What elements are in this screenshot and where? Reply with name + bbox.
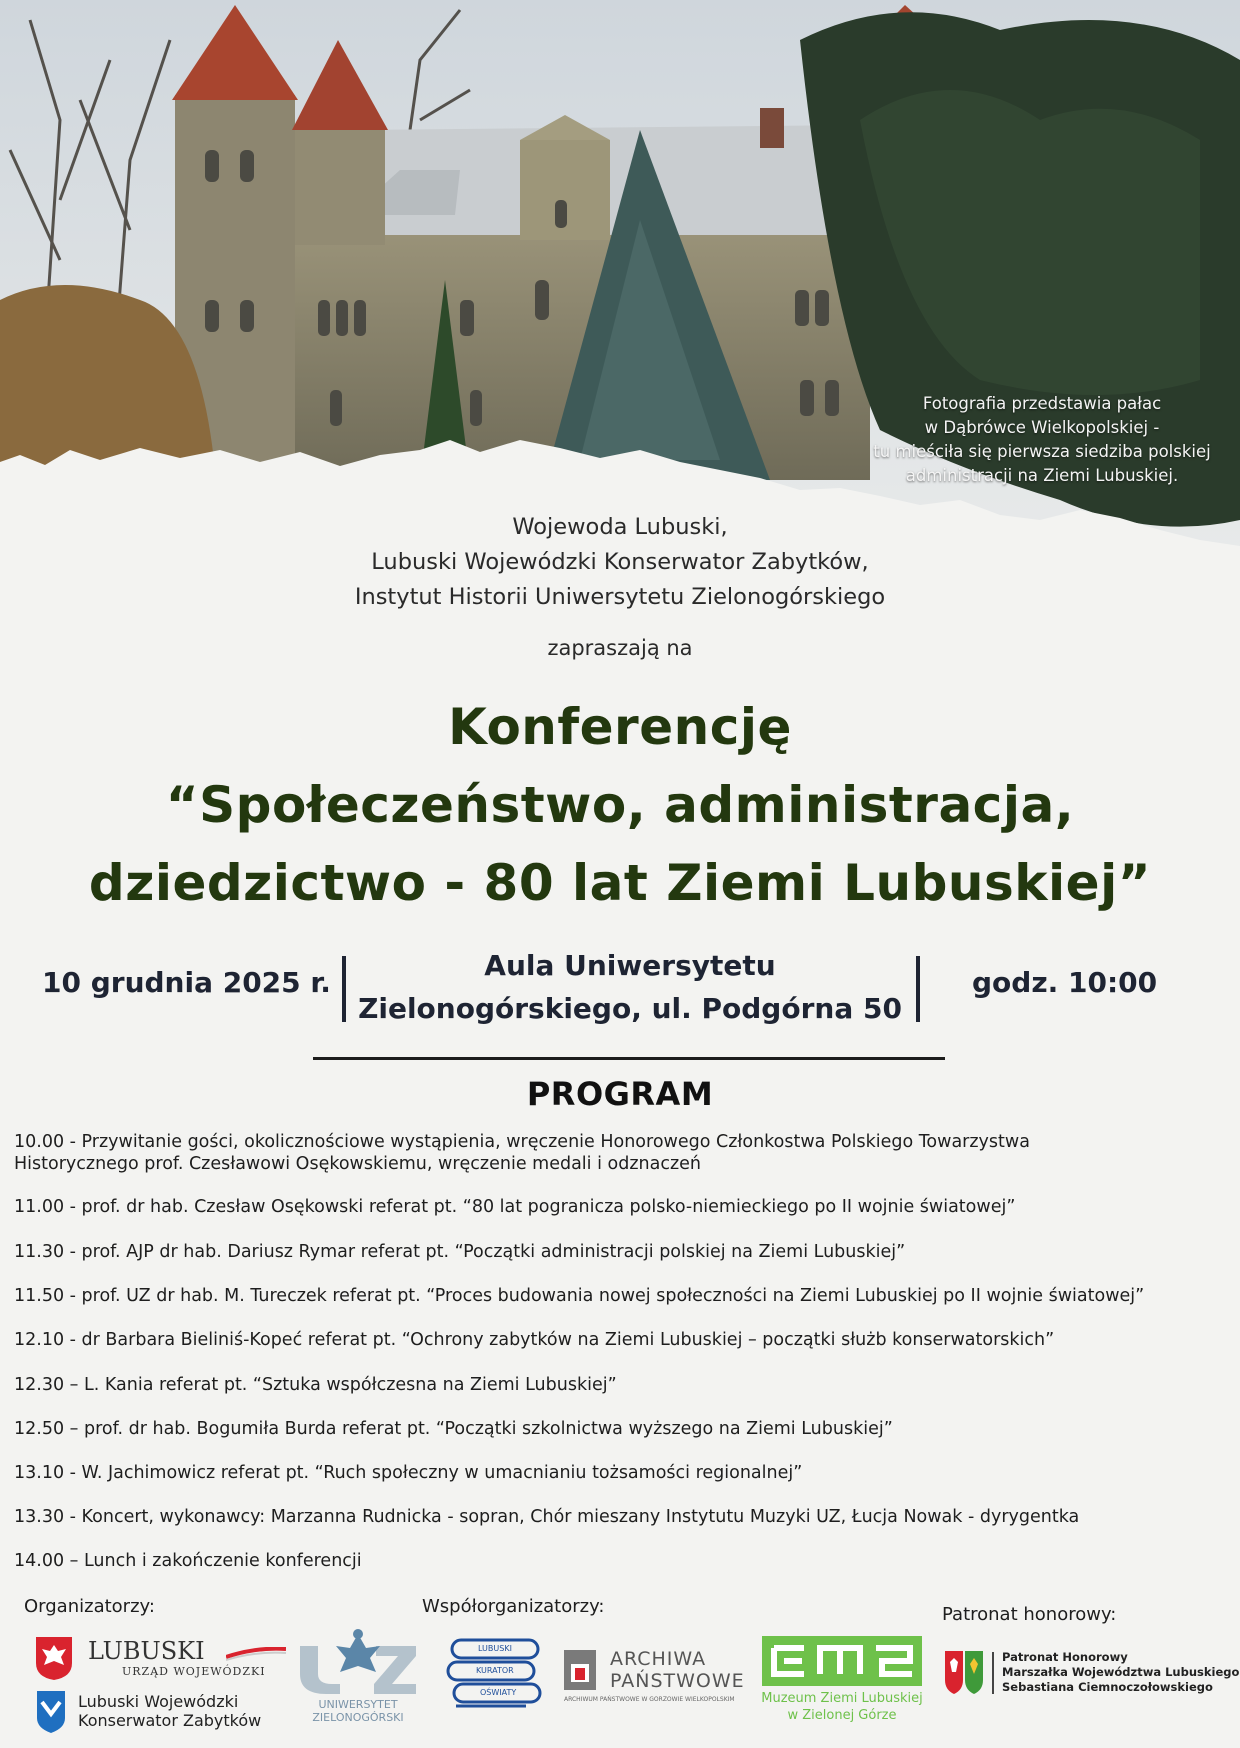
voivodeship-crest-icon [944,1650,984,1696]
inviter-line: Wojewoda Lubuski, [512,514,728,540]
caption-line: tu mieściła się pierwsza siedziba polskiej [873,442,1211,461]
kurator-line: LUBUSKI [478,1644,512,1653]
title-line: “Społeczeństwo, administracja, [165,776,1075,834]
horizontal-rule [313,1057,945,1060]
program-item: 14.00 – Lunch i zakończenie konferencji [14,1551,362,1571]
muzeum-line: w Zielonej Górze [787,1708,897,1723]
caption-line: Fotografia przedstawia pałac [922,394,1162,413]
patronat-text [1002,1650,1239,1695]
logo-kurator [446,1636,546,1716]
logo-uniwersytet [296,1626,420,1726]
uz-line: UNIWERSYTET [318,1698,398,1711]
hero-photo [0,0,1240,560]
invite-line: zapraszają na [547,636,693,660]
title-line: Konferencję [448,698,792,756]
archiwa-sub: ARCHIWUM PAŃSTWOWE W GORZOWIE WIELKOPOLSKIM [564,1696,735,1703]
program-item: 12.30 – L. Kania referat pt. “Sztuka współczesna na Ziemi Lubuskiej” [14,1375,617,1395]
venue-line: Aula Uniwersytetu [484,949,776,982]
program-item: 13.30 - Koncert, wykonawcy: Marzanna Rudnicka - sopran, Chór mieszany Instytutu Muzyki UZ, Łucja Nowak - dyrygentka [14,1507,1080,1527]
patronage-label: Patronat honorowy: [942,1604,1117,1625]
program-item: 12.10 - dr Barbara Bieliniś-Kopeć referat pt. “Ochrony zabytków na Ziemi Lubuskiej – początki służb konserwatorskich” [14,1330,1055,1350]
logo-archiwa [562,1648,748,1708]
kurator-line: KURATOR [476,1666,514,1675]
lubuski-name: LUBUSKI [88,1637,205,1665]
inviter-line: Instytut Historii Uniwersytetu Zielonogórskiego [354,584,886,610]
organizers-label: Organizatorzy: [24,1596,155,1617]
inviters [0,510,1240,615]
program-item: 11.00 - prof. dr hab. Czesław Osękowski referat pt. “80 lat pogranicza polsko-niemieckiego po II wojnie światowej” [14,1197,1016,1217]
logo-muzeum [760,1636,924,1728]
program-item: 13.10 - W. Jachimowicz referat pt. “Ruch społeczny w umacnianiu tożsamości regionalnej” [14,1463,803,1483]
program-item: Historycznego prof. Czesławowi Osękowskiemu, wręczenie medali i odznaczeń [14,1154,701,1174]
event-date: 10 grudnia 2025 r. [42,966,331,999]
lubuski-sub: URZĄD WOJEWÓDZKI [122,1665,266,1678]
shield-icon [36,1690,66,1734]
title-line: dziedzictwo - 80 lat Ziemi Lubuskiej” [88,854,1152,912]
inviter-line: Lubuski Wojewódzki Konserwator Zabytków, [371,549,869,575]
eagle-emblem-icon [34,1635,74,1681]
photo-caption [852,392,1232,488]
uz-name [298,1698,418,1724]
divider [342,956,346,1022]
program-item: 11.30 - prof. AJP dr hab. Dariusz Rymar referat pt. “Początki administracji polskiej na Ziemi Lubuskiej” [14,1242,906,1262]
mzl-emblem-icon [762,1636,926,1686]
archiwa-line: ARCHIWA [610,1648,707,1670]
archive-emblem-icon [564,1650,596,1690]
patronat-line: Marszałka Województwa Lubuskiego [1002,1665,1240,1679]
program-item: 11.50 - prof. UZ dr hab. M. Tureczek referat pt. “Proces budowania nowej społeczności na Ziemi Lubuskiej po II wojnie światowej” [14,1286,1145,1306]
divider [992,1652,994,1694]
archiwa-name [610,1648,745,1692]
venue-line: Zielonogórskiego, ul. Podgórna 50 [358,992,902,1025]
event-info [0,940,1240,1030]
event-time: godz. 10:00 [972,966,1158,999]
program-item: 12.50 – prof. dr hab. Bogumiła Burda referat pt. “Początki szkolnictwa wyższego na Ziemi Lubuskiej” [14,1419,893,1439]
patronat-line: Sebastiana Ciemnoczołowskiego [1002,1680,1213,1694]
konserwator-line: Lubuski Wojewódzki [78,1692,239,1711]
program-heading: PROGRAM [526,1075,714,1113]
logo-lubuski-urzad [34,1635,264,1685]
archiwa-line: PAŃSTWOWE [610,1670,745,1692]
konserwator-name [78,1692,261,1730]
logo-konserwator [36,1690,276,1736]
uz-emblem-icon [296,1626,420,1696]
flag-stripe-icon [226,1647,286,1661]
patronat-line: Patronat Honorowy [1002,1650,1128,1664]
uz-line: ZIELONOGÓRSKI [312,1711,404,1724]
event-venue [350,944,910,1030]
conference-title [0,688,1240,922]
divider [916,956,920,1022]
logo-patronat [944,1650,1240,1700]
caption-line: w Dąbrówce Wielkopolskiej - [924,418,1160,437]
program-item: 10.00 - Przywitanie gości, okolicznościowe wystąpienia, wręczenie Honorowego Członkostwa Polskiego Towarzystwa [14,1132,1030,1152]
kurator-line: OŚWIATY [480,1688,517,1697]
coorganizers-label: Współorganizatorzy: [422,1596,605,1617]
muzeum-line: Muzeum Ziemi Lubuskiej [761,1691,923,1706]
konserwator-line: Konserwator Zabytków [78,1711,262,1730]
muzeum-name [760,1690,924,1724]
caption-line: administracji na Ziemi Lubuskiej. [905,466,1179,485]
